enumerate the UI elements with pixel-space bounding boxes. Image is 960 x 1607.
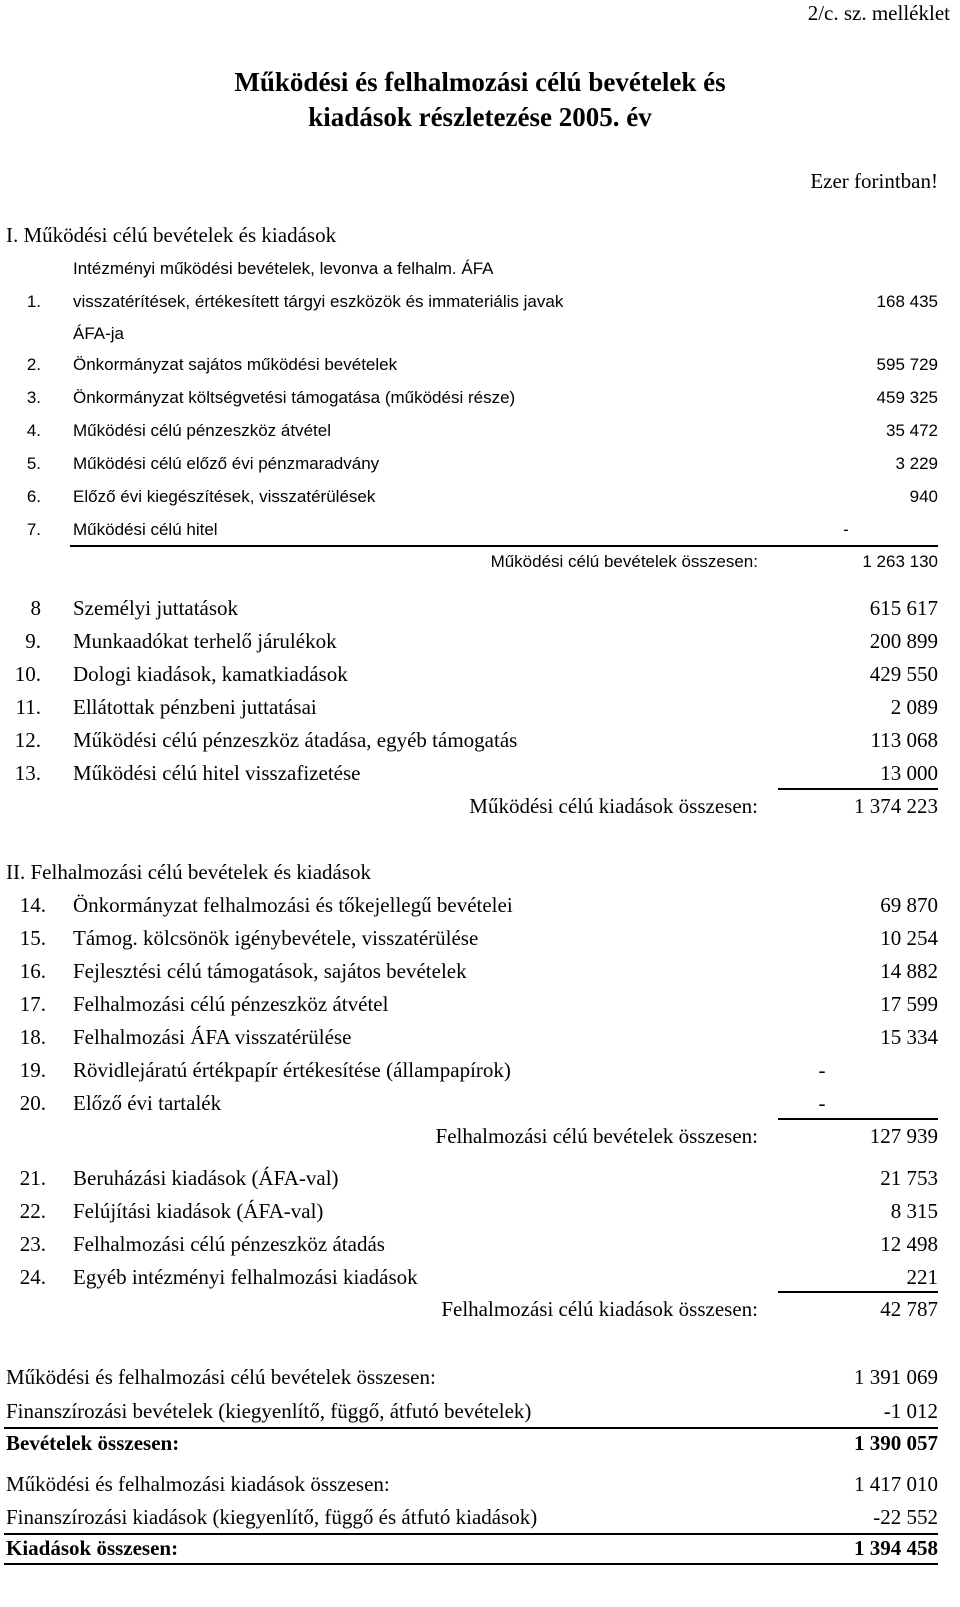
row-label: Felújítási kiadások (ÁFA-val) bbox=[73, 1199, 324, 1223]
row-value: 459 325 bbox=[876, 388, 938, 407]
divider bbox=[4, 1563, 938, 1565]
row-value: 8 315 bbox=[890, 1199, 938, 1223]
section1-revenue-total-value: 1 263 130 bbox=[862, 552, 938, 571]
row-number: 11. bbox=[15, 695, 41, 719]
row-value: 14 882 bbox=[880, 959, 938, 983]
row-value: 221 bbox=[906, 1265, 938, 1289]
row-value: 35 472 bbox=[886, 421, 938, 440]
unit-note: Ezer forintban! bbox=[810, 169, 938, 193]
row-number: 3. bbox=[26, 388, 41, 407]
row-value: 200 899 bbox=[869, 629, 938, 653]
row-label: Személyi juttatások bbox=[73, 596, 239, 620]
row-number: 13. bbox=[14, 761, 41, 785]
item1-number: 1. bbox=[26, 292, 41, 311]
item1-label-line2: visszatérítések, értékesített tárgyi eszközök és immateriális javak bbox=[73, 292, 564, 311]
revenue-total-label: Bevételek összesen: bbox=[6, 1431, 180, 1455]
row-value: 940 bbox=[909, 487, 938, 506]
row-label: Munkaadókat terhelő járulékok bbox=[73, 629, 337, 653]
row-label: Működési célú pénzeszköz átadása, egyéb támogatás bbox=[73, 728, 518, 752]
row-number: 20. bbox=[19, 1091, 46, 1115]
financing-revenue-value: -1 012 bbox=[883, 1399, 938, 1423]
divider bbox=[4, 1533, 938, 1535]
section1-revenue-total-label: Működési célú bevételek összesen: bbox=[490, 552, 758, 571]
row-number: 19. bbox=[19, 1058, 46, 1082]
financing-revenue-label: Finanszírozási bevételek (kiegyenlítő, függő, átfutó bevételek) bbox=[6, 1399, 532, 1423]
row-value: 2 089 bbox=[890, 695, 938, 719]
row-number: 5. bbox=[26, 454, 41, 473]
expense-total-value: 1 394 458 bbox=[854, 1536, 938, 1560]
row-value: 10 254 bbox=[880, 926, 938, 950]
financing-expense-value: -22 552 bbox=[873, 1505, 938, 1529]
row-label: Előző évi tartalék bbox=[73, 1091, 222, 1115]
divider bbox=[4, 1427, 938, 1429]
row-value: 17 599 bbox=[880, 992, 938, 1016]
divider bbox=[778, 788, 938, 790]
row-label: Beruházási kiadások (ÁFA-val) bbox=[73, 1166, 339, 1190]
row-value: 69 870 bbox=[880, 893, 938, 917]
row-value: 595 729 bbox=[876, 355, 938, 374]
divider bbox=[778, 1291, 938, 1293]
section2-expense-total-value: 42 787 bbox=[880, 1297, 938, 1321]
expense-combined-value: 1 417 010 bbox=[854, 1472, 938, 1496]
row-number: 2. bbox=[26, 355, 41, 374]
row-value: - bbox=[843, 520, 849, 539]
section2-heading: II. Felhalmozási célú bevételek és kiadások bbox=[6, 860, 372, 884]
row-value: 3 229 bbox=[895, 454, 938, 473]
row-value: 429 550 bbox=[869, 662, 938, 686]
revenue-total-value: 1 390 057 bbox=[854, 1431, 938, 1455]
row-number: 8 bbox=[30, 596, 41, 620]
section2-revenue-total-value: 127 939 bbox=[869, 1124, 938, 1148]
expense-combined-label: Működési és felhalmozási kiadások összesen: bbox=[6, 1472, 390, 1496]
item1-label-line1: Intézményi működési bevételek, levonva a felhalm. ÁFA bbox=[73, 259, 494, 278]
row-number: 16. bbox=[19, 959, 46, 983]
section2-expense-total-label: Felhalmozási célú kiadások összesen: bbox=[441, 1297, 758, 1321]
row-number: 7. bbox=[26, 520, 41, 539]
row-number: 12. bbox=[14, 728, 41, 752]
row-label: Felhalmozási ÁFA visszatérülése bbox=[73, 1025, 352, 1049]
divider bbox=[70, 545, 938, 547]
row-number: 6. bbox=[26, 487, 41, 506]
section1-heading: I. Működési célú bevételek és kiadások bbox=[6, 223, 337, 247]
row-number: 14. bbox=[19, 893, 46, 917]
item1-label-line3: ÁFA-ja bbox=[73, 324, 125, 343]
row-label: Ellátottak pénzbeni juttatásai bbox=[73, 695, 317, 719]
row-number: 23. bbox=[19, 1232, 46, 1256]
row-label: Önkormányzat költségvetési támogatása (működési része) bbox=[73, 388, 516, 407]
row-label: Működési célú előző évi pénzmaradvány bbox=[73, 454, 380, 473]
page-title-line1: Működési és felhalmozási célú bevételek és bbox=[234, 67, 726, 97]
row-label: Dologi kiadások, kamatkiadások bbox=[73, 662, 348, 686]
row-value: - bbox=[818, 1058, 826, 1082]
row-label: Előző évi kiegészítések, visszatérülések bbox=[73, 487, 376, 506]
row-label: Felhalmozási célú pénzeszköz átvétel bbox=[73, 992, 389, 1016]
row-label: Fejlesztési célú támogatások, sajátos bevételek bbox=[73, 959, 467, 983]
section2-revenue-total-label: Felhalmozási célú bevételek összesen: bbox=[435, 1124, 758, 1148]
page-title-line2: kiadások részletezése 2005. év bbox=[308, 102, 652, 132]
row-number: 22. bbox=[19, 1199, 46, 1223]
row-label: Működési célú hitel bbox=[73, 520, 218, 539]
row-label: Önkormányzat felhalmozási és tőkejellegű bevételei bbox=[73, 893, 513, 917]
row-number: 17. bbox=[19, 992, 46, 1016]
row-value: - bbox=[818, 1091, 826, 1115]
row-label: Önkormányzat sajátos működési bevételek bbox=[73, 355, 398, 374]
row-number: 15. bbox=[19, 926, 46, 950]
revenue-combined-value: 1 391 069 bbox=[854, 1365, 938, 1389]
row-value: 13 000 bbox=[880, 761, 938, 785]
section1-expense-total-label: Működési célú kiadások összesen: bbox=[469, 794, 758, 818]
financing-expense-label: Finanszírozási kiadások (kiegyenlítő, függő és átfutó kiadások) bbox=[6, 1505, 538, 1529]
row-label: Támog. kölcsönök igénybevétele, visszatérülése bbox=[73, 926, 479, 950]
row-value: 12 498 bbox=[880, 1232, 938, 1256]
expense-total-label: Kiadások összesen: bbox=[6, 1536, 179, 1560]
row-value: 21 753 bbox=[880, 1166, 938, 1190]
row-label: Felhalmozási célú pénzeszköz átadás bbox=[73, 1232, 385, 1256]
row-label: Egyéb intézményi felhalmozási kiadások bbox=[73, 1265, 418, 1289]
row-label: Működési célú pénzeszköz átvétel bbox=[73, 421, 331, 440]
row-label: Rövidlejáratú értékpapír értékesítése (állampapírok) bbox=[73, 1058, 511, 1082]
section1-expense-total-value: 1 374 223 bbox=[854, 794, 938, 818]
row-number: 4. bbox=[26, 421, 41, 440]
row-number: 18. bbox=[19, 1025, 46, 1049]
row-number: 9. bbox=[25, 629, 41, 653]
divider bbox=[778, 1118, 938, 1120]
row-value: 615 617 bbox=[869, 596, 938, 620]
item1-value: 168 435 bbox=[876, 292, 938, 311]
row-label: Működési célú hitel visszafizetése bbox=[73, 761, 361, 785]
row-value: 113 068 bbox=[870, 728, 938, 752]
row-number: 24. bbox=[19, 1265, 46, 1289]
revenue-combined-label: Működési és felhalmozási célú bevételek összesen: bbox=[6, 1365, 436, 1389]
row-number: 21. bbox=[19, 1166, 46, 1190]
row-value: 15 334 bbox=[880, 1025, 938, 1049]
row-number: 10. bbox=[14, 662, 41, 686]
annex-label: 2/c. sz. melléklet bbox=[807, 1, 950, 25]
